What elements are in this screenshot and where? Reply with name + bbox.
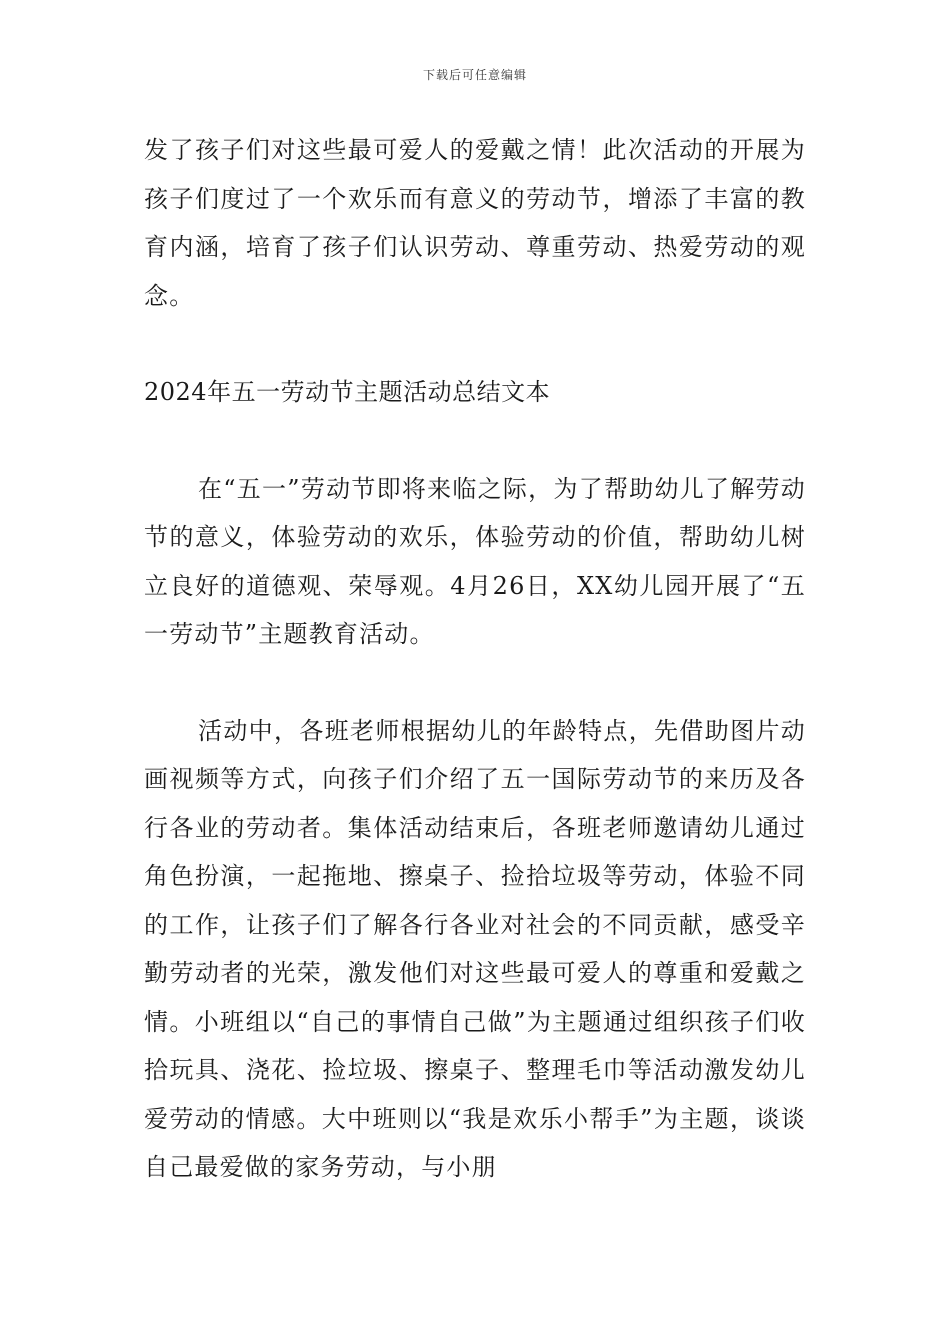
paragraph-continuation: 发了孩子们对这些最可爱人的爱戴之情！此次活动的开展为孩子们度过了一个欢乐而有意义的劳动节，增添了丰富的教育内涵，培育了孩子们认识劳动、尊重劳动、热爱劳动的观念。: [144, 136, 806, 310]
paragraph-activities: 活动中，各班老师根据幼儿的年龄特点，先借助图片动画视频等方式，向孩子们介绍了五一国际劳动节的来历及各行各业的劳动者。集体活动结束后，各班老师邀请幼儿通过角色扮演，一起拖地、擦桌子、捡拾垃圾等劳动，体验不同的工作，让孩子们了解各行各业对社会的不同贡献，感受辛勤劳动者的光荣，激发他们对这些最可爱人的尊重和爱戴之情。小班组以“自己的事情自己做”为主题通过组织孩子们收拾玩具、浇花、捡垃圾、擦桌子、整理毛巾等活动激发幼儿爱劳动的情感。大中班则以“我是欢乐小帮手”为主题，谈谈自己最爱做的家务劳动，与小朋: [144, 716, 806, 1181]
paragraph-intro: 在“五一”劳动节即将来临之际，为了帮助幼儿了解劳动节的意义，体验劳动的欢乐，体验劳动的价值，帮助幼儿树立良好的道德观、荣辱观。4月26日，XX幼儿园开展了“五一劳动节”主题教育活动。: [144, 474, 806, 648]
section-title: 2024年五一劳动节主题活动总结文本: [144, 378, 551, 406]
document-body: [144, 126, 806, 1192]
page-header: 下载后可任意编辑: [422, 68, 527, 82]
